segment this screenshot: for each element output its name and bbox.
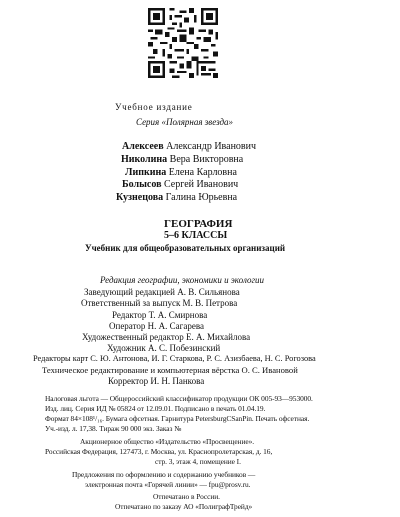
edition-type: Учебное издание	[115, 102, 193, 112]
series-name: Серия «Полярная звезда»	[136, 117, 234, 127]
author-surname: Алексеев	[122, 141, 164, 152]
book-subtitle: Учебник для общеобразовательных организаций	[85, 243, 286, 253]
publisher-line: Российская Федерация, 127473, г. Москва, ул. Краснопролетарская, д. 16,	[45, 447, 273, 456]
author-given-names: Елена Карловна	[168, 167, 237, 178]
credit-line: Техническое редактирование и компьютерная вёрстка О. С. Ивановой	[42, 365, 298, 375]
imprint-line: Уч.-изд. л. 17,38. Тираж 90 000 экз. Заказ №	[45, 424, 182, 433]
author-line	[116, 193, 237, 203]
author-line	[122, 142, 256, 152]
grade-range: 5–6 КЛАССЫ	[164, 230, 228, 241]
suggestions-line: Предложения по оформлению и содержанию учебников —	[72, 470, 256, 479]
author-surname: Болысов	[122, 179, 162, 190]
author-given-names: Вера Викторовна	[169, 154, 244, 165]
qr-code-icon	[148, 8, 218, 78]
author-given-names: Галина Юрьевна	[165, 192, 238, 203]
credit-line: Корректор И. Н. Панкова	[108, 376, 205, 386]
printed-in: Отпечатано в России.	[153, 492, 220, 501]
author-line	[122, 180, 238, 190]
author-surname: Кузнецова	[116, 192, 164, 203]
credit-line: Редакторы карт С. Ю. Антонова, И. Г. Старкова, Р. С. Азизбаева, Н. С. Рогозова	[33, 354, 316, 363]
credit-line: Редакция географии, экономики и экологии	[100, 275, 264, 285]
author-surname: Липкина	[125, 167, 167, 178]
author-given-names: Александр Иванович	[166, 141, 257, 152]
credit-line: Редактор Т. А. Смирнова	[112, 310, 208, 320]
imprint-line: Изд. лиц. Серия ИД № 05824 от 12.09.01. Подписано в печать 01.04.19.	[45, 404, 266, 413]
author-line	[125, 168, 237, 178]
credit-line: Художественный редактор Е. А. Михайлова	[82, 332, 251, 342]
credit-line: Художник А. С. Побезинский	[107, 343, 221, 353]
imprint-line: Формат 84×108¹/₁₆. Бумага офсетная. Гарнитура PetersburgCSanPin. Печать офсетная.	[45, 414, 310, 423]
publisher-line: стр. 3, этаж 4, помещение I.	[155, 457, 241, 466]
suggestions-line: электронная почта «Горячей линии» — fpu@prosv.ru.	[85, 480, 251, 489]
printer-line: Отпечатано по заказу АО «ПолиграфТрейд»	[115, 502, 253, 511]
imprint-line: Налоговая льгота — Общероссийский классификатор продукции ОК 005-93—953000.	[45, 394, 313, 403]
book-title: ГЕОГРАФИЯ	[164, 218, 233, 230]
credit-line: Ответственный за выпуск М. В. Петрова	[81, 298, 238, 308]
publisher-line: Акционерное общество «Издательство «Просвещение».	[80, 437, 255, 446]
author-line	[121, 155, 243, 165]
author-surname: Николина	[121, 154, 168, 165]
author-given-names: Сергей Иванович	[164, 179, 239, 190]
credit-line: Заведующий редакцией А. В. Сильянова	[84, 287, 240, 297]
credit-line: Оператор Н. А. Сагарева	[109, 321, 204, 331]
